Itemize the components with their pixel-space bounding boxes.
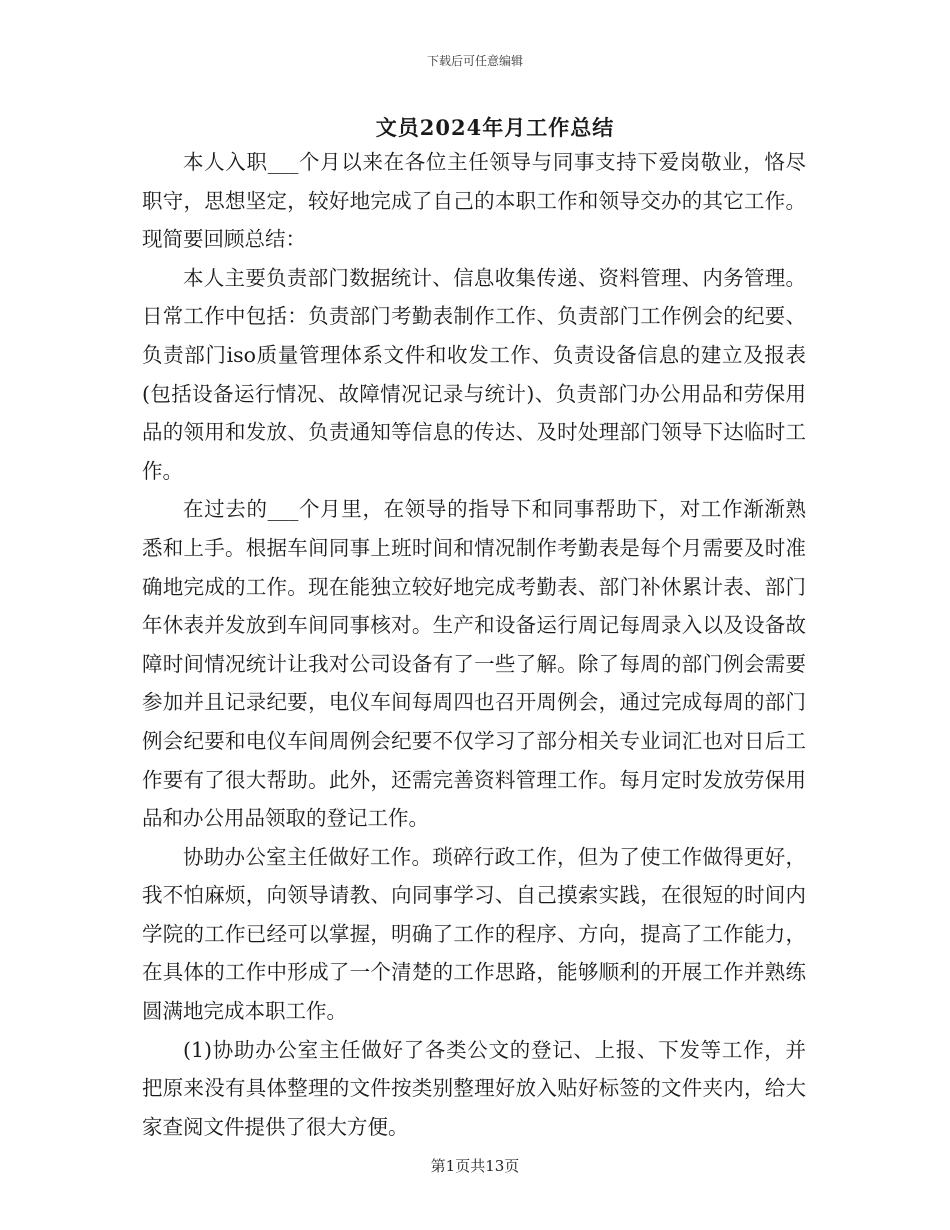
paragraph: 本人主要负责部门数据统计、信息收集传递、资料管理、内务管理。日常工作中包括：负责部门考勤表制作工作、负责部门工作例会的纪要、负责部门iso质量管理体系文件和收发工作、负责设备信息的建立及报表(包括设备运行情况、故障情况记录与统计)、负责部门办公用品和劳保用品的领用和发放、负责通知等信息的传达、及时处理部门领导下达临时工作。 bbox=[142, 265, 806, 483]
page-number: 第1页共13页 bbox=[430, 1157, 520, 1175]
header-note: 下载后可任意编辑 bbox=[426, 54, 523, 68]
document-body bbox=[142, 143, 806, 1146]
paragraph: 协助办公室主任做好工作。琐碎行政工作，但为了使工作做得更好，我不怕麻烦，向领导请教、向同事学习、自己摸索实践，在很短的时间内学院的工作已经可以掌握，明确了工作的程序、方向，提高了工作能力，在具体的工作中形成了一个清楚的工作思路，能够顺利的开展工作并熟练圆满地完成本职工作。 bbox=[142, 844, 806, 1024]
paragraph: (1)协助办公室主任做好了各类公文的登记、上报、下发等工作，并把原来没有具体整理的文件按类别整理好放入贴好标签的文件夹内，给大家查阅文件提供了很大方便。 bbox=[142, 1037, 806, 1139]
paragraph: 本人入职___个月以来在各位主任领导与同事支持下爱岗敬业，恪尽职守，思想坚定，较好地完成了自己的本职工作和领导交办的其它工作。现简要回顾总结： bbox=[142, 150, 806, 252]
document-title: 文员2024年月工作总结 bbox=[375, 115, 615, 140]
paragraph: 在过去的___个月里，在领导的指导下和同事帮助下，对工作渐渐熟悉和上手。根据车间同事上班时间和情况制作考勤表是每个月需要及时准确地完成的工作。现在能独立较好地完成考勤表、部门补休累计表、部门年休表并发放到车间同事核对。生产和设备运行周记每周录入以及设备故障时间情况统计让我对公司设备有了一些了解。除了每周的部门例会需要参加并且记录纪要，电仪车间每周四也召开周例会，通过完成每周的部门例会纪要和电仪车间周例会纪要不仅学习了部分相关专业词汇也对日后工作要有了很大帮助。此外，还需完善资料管理工作。每月定时发放劳保用品和办公用品领取的登记工作。 bbox=[142, 497, 806, 831]
